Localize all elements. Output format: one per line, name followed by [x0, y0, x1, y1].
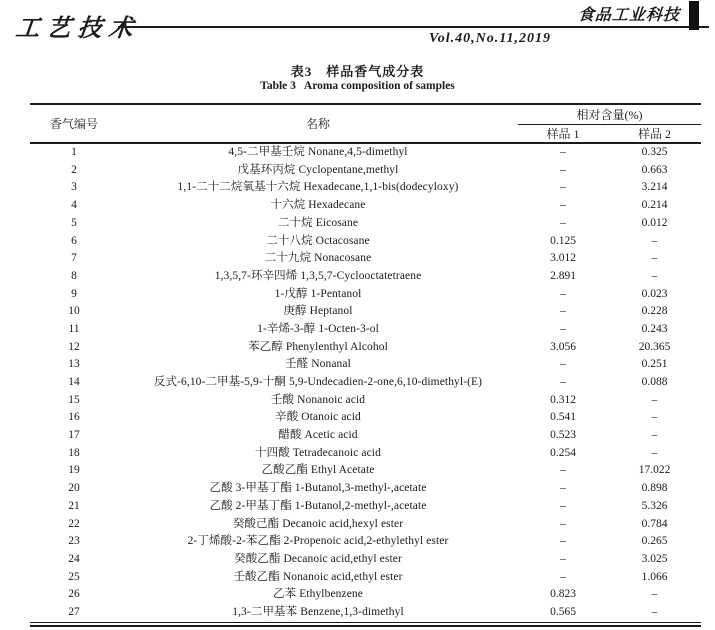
table-bottom-rule [30, 622, 701, 627]
table-row [30, 339, 701, 357]
sample2-value-cell: 3.214 [641, 181, 668, 194]
compound-name-cell: 乙酸乙酯 Ethyl Acetate [261, 464, 375, 477]
compound-name-cell: 1,3-二甲基苯 Benzene,1,3-dimethyl [232, 605, 404, 618]
table-title-zh: 表3 样品香气成分表 [290, 64, 425, 79]
aroma-no-cell: 12 [68, 340, 80, 353]
compound-name-cell: 1,3,5,7-环辛四烯 1,3,5,7-Cyclooctatetraene [214, 269, 422, 282]
aroma-no-cell: 20 [68, 482, 80, 495]
aroma-no-cell: 15 [68, 393, 80, 406]
table-row [30, 215, 701, 233]
aroma-no-cell: 9 [71, 287, 77, 300]
sample1-value-cell: – [560, 570, 566, 583]
compound-name-cell: 乙酸 2-甲基丁酯 1-Butanol,2-methyl-,acetate [209, 499, 427, 512]
aroma-no-cell: 16 [68, 411, 80, 424]
table-title-en: Table 3 Aroma composition of samples [260, 80, 455, 92]
table-row [30, 533, 701, 551]
sample1-value-cell: – [560, 322, 566, 335]
compound-name-cell: 乙酸 3-甲基丁酯 1-Butanol,3-methyl-,acetate [209, 482, 427, 495]
table-row [30, 604, 701, 622]
compound-name-cell: 癸酸乙酯 Decanoic acid,ethyl ester [234, 552, 402, 565]
table-row [30, 250, 701, 268]
sample1-value-cell: 3.012 [550, 252, 576, 265]
sample2-value-cell: – [651, 393, 658, 406]
compound-name-cell: 1,1-二十二烷氧基十六烷 Hexadecane,1,1-bis(dodecyloxy) [177, 181, 459, 194]
compound-name-cell: 2-丁烯酸-2-苯乙酯 2-Propenoic acid,2-ethylethyl ester [187, 535, 449, 548]
table-row [30, 268, 701, 286]
sample2-value-cell: 0.088 [641, 376, 668, 389]
table-row [30, 232, 701, 250]
sample1-value-cell: 0.541 [550, 411, 576, 424]
compound-name-cell: 苯乙醇 Phenylenthyl Alcohol [248, 340, 388, 353]
sample2-value-cell: – [651, 269, 658, 282]
sample2-value-cell: 0.265 [641, 535, 668, 548]
sample2-value-cell: 0.023 [641, 287, 668, 300]
aroma-no-cell: 18 [68, 446, 80, 459]
table-row [30, 445, 701, 463]
compound-name-cell: 4,5-二甲基壬烷 Nonane,4,5-dimethyl [228, 146, 408, 159]
compound-name-cell: 癸酸己酯 Decanoic acid,hexyl ester [232, 517, 404, 530]
aroma-no-cell: 5 [71, 216, 77, 229]
volume-info: Vol.40,No.11,2019 [428, 31, 551, 46]
sample2-value-cell: 1.066 [641, 570, 668, 583]
sample2-value-cell: 0.898 [641, 482, 668, 495]
sample1-value-cell: 0.823 [550, 588, 576, 601]
sample1-value-cell: 0.523 [550, 429, 576, 442]
aroma-no-cell: 23 [68, 535, 80, 548]
aroma-no-cell: 7 [71, 252, 77, 265]
aroma-no-cell: 3 [71, 181, 77, 194]
aroma-no-cell: 8 [71, 269, 77, 282]
table-row [30, 321, 701, 339]
sample1-value-cell: – [560, 499, 566, 512]
table-row [30, 143, 701, 162]
table-row [30, 462, 701, 480]
aroma-no-cell: 14 [68, 376, 80, 389]
sample1-value-cell: – [560, 146, 566, 159]
table-row [30, 586, 701, 604]
col-header-name: 名称 [305, 116, 330, 131]
aroma-no-cell: 10 [68, 305, 80, 318]
sample1-value-cell: – [560, 376, 566, 389]
sample1-value-cell: – [560, 464, 566, 477]
sample1-value-cell: – [560, 181, 566, 194]
sample2-value-cell: – [651, 588, 658, 601]
aroma-no-cell: 19 [68, 464, 80, 477]
compound-name-cell: 二十烷 Eicosane [277, 216, 359, 229]
sample1-value-cell: – [560, 305, 566, 318]
sample2-value-cell: 5.326 [641, 499, 668, 512]
sample1-value-cell: 0.565 [550, 605, 576, 618]
sample1-value-cell: – [560, 517, 566, 530]
compound-name-cell: 乙苯 Ethylbenzene [273, 588, 363, 601]
table-row [30, 286, 701, 304]
sample1-value-cell: – [560, 482, 566, 495]
sample1-value-cell: 2.891 [550, 269, 576, 282]
compound-name-cell: 辛酸 Otanoic acid [275, 411, 361, 424]
sample1-value-cell: 0.125 [550, 234, 576, 247]
sample2-value-cell: – [651, 252, 658, 265]
aroma-composition-table [30, 103, 701, 622]
col-header-sample1: 样品 1 [546, 126, 580, 141]
sample2-value-cell: – [651, 234, 658, 247]
table-row [30, 515, 701, 533]
sample2-value-cell: 20.365 [638, 340, 671, 353]
compound-name-cell: 壬酸乙酯 Nonanoic acid,ethyl ester [233, 570, 403, 583]
sample2-value-cell: – [651, 605, 658, 618]
compound-name-cell: 醋酸 Acetic acid [278, 429, 358, 442]
sample1-value-cell: – [560, 199, 566, 212]
col-header-aroma-no: 香气编号 [49, 116, 98, 131]
sample2-value-cell: 17.022 [638, 464, 671, 477]
table-row [30, 374, 701, 392]
sample2-value-cell: 0.663 [641, 163, 668, 176]
aroma-no-cell: 21 [68, 499, 80, 512]
compound-name-cell: 反式-6,10-二甲基-5,9-十酮 5,9-Undecadien-2-one,6,10-dimethyl-(E) [153, 376, 483, 389]
journal-logo-bar [689, 1, 699, 30]
sample1-value-cell: – [560, 216, 566, 229]
sample2-value-cell: 0.243 [641, 322, 668, 335]
aroma-no-cell: 4 [71, 199, 77, 212]
table-body [30, 143, 701, 622]
table-row [30, 480, 701, 498]
aroma-no-cell: 27 [68, 605, 80, 618]
sample2-value-cell: 0.214 [641, 199, 668, 212]
sample1-value-cell: – [560, 287, 566, 300]
table-row [30, 409, 701, 427]
compound-name-cell: 1-戊醇 1-Pentanol [274, 287, 362, 300]
aroma-no-cell: 25 [68, 570, 80, 583]
col-header-relative-content: 相对含量(%) [518, 104, 701, 125]
compound-name-cell: 1-辛烯-3-醇 1-Octen-3-ol [257, 322, 379, 335]
sample2-value-cell: – [651, 429, 658, 442]
table-row [30, 551, 701, 569]
compound-name-cell: 戊基环丙烷 Cyclopentane,methyl [237, 163, 399, 176]
compound-name-cell: 壬酸 Nonanoic acid [270, 393, 366, 406]
sample1-value-cell: – [560, 163, 566, 176]
col-header-sample2: 样品 2 [637, 126, 671, 141]
aroma-no-cell: 22 [68, 517, 80, 530]
aroma-no-cell: 1 [71, 146, 77, 159]
compound-name-cell: 十四酸 Tetradecanoic acid [255, 446, 381, 459]
sample2-value-cell: 0.228 [641, 305, 668, 318]
sample1-value-cell: 3.056 [550, 340, 576, 353]
compound-name-cell: 壬醛 Nonanal [285, 358, 351, 371]
compound-name-cell: 二十八烷 Octacosane [266, 234, 370, 247]
aroma-no-cell: 24 [68, 552, 80, 565]
sample2-value-cell: 0.012 [641, 216, 668, 229]
aroma-no-cell: 17 [68, 429, 80, 442]
table-row [30, 427, 701, 445]
table-row [30, 197, 701, 215]
compound-name-cell: 十六烷 Hexadecane [270, 199, 366, 212]
sample2-value-cell: – [651, 446, 658, 459]
compound-name-cell: 庚醇 Heptanol [283, 305, 353, 318]
aroma-table [30, 103, 701, 627]
table-header [30, 104, 701, 143]
table-row [30, 498, 701, 516]
sample2-value-cell: 0.784 [641, 517, 668, 530]
sample1-value-cell: – [560, 358, 566, 371]
aroma-no-cell: 6 [71, 234, 77, 247]
table-row [30, 303, 701, 321]
sample2-value-cell: 3.025 [641, 552, 668, 565]
table-row [30, 179, 701, 197]
section-label: 工艺技术 [14, 16, 141, 42]
sample1-value-cell: 0.312 [550, 393, 576, 406]
sample1-value-cell: – [560, 552, 566, 565]
table-row [30, 356, 701, 374]
aroma-no-cell: 11 [68, 322, 80, 335]
table-row [30, 569, 701, 587]
journal-logo: 食品工业科技 [574, 2, 684, 28]
table-row [30, 162, 701, 180]
aroma-no-cell: 2 [71, 163, 77, 176]
sample1-value-cell: 0.254 [550, 446, 576, 459]
compound-name-cell: 二十九烷 Nonacosane [264, 252, 372, 265]
sample2-value-cell: 0.325 [641, 146, 668, 159]
sample2-value-cell: 0.251 [641, 358, 668, 371]
sample1-value-cell: – [560, 535, 566, 548]
aroma-no-cell: 13 [68, 358, 80, 371]
table-row [30, 392, 701, 410]
aroma-no-cell: 26 [68, 588, 80, 601]
sample2-value-cell: – [651, 411, 658, 424]
